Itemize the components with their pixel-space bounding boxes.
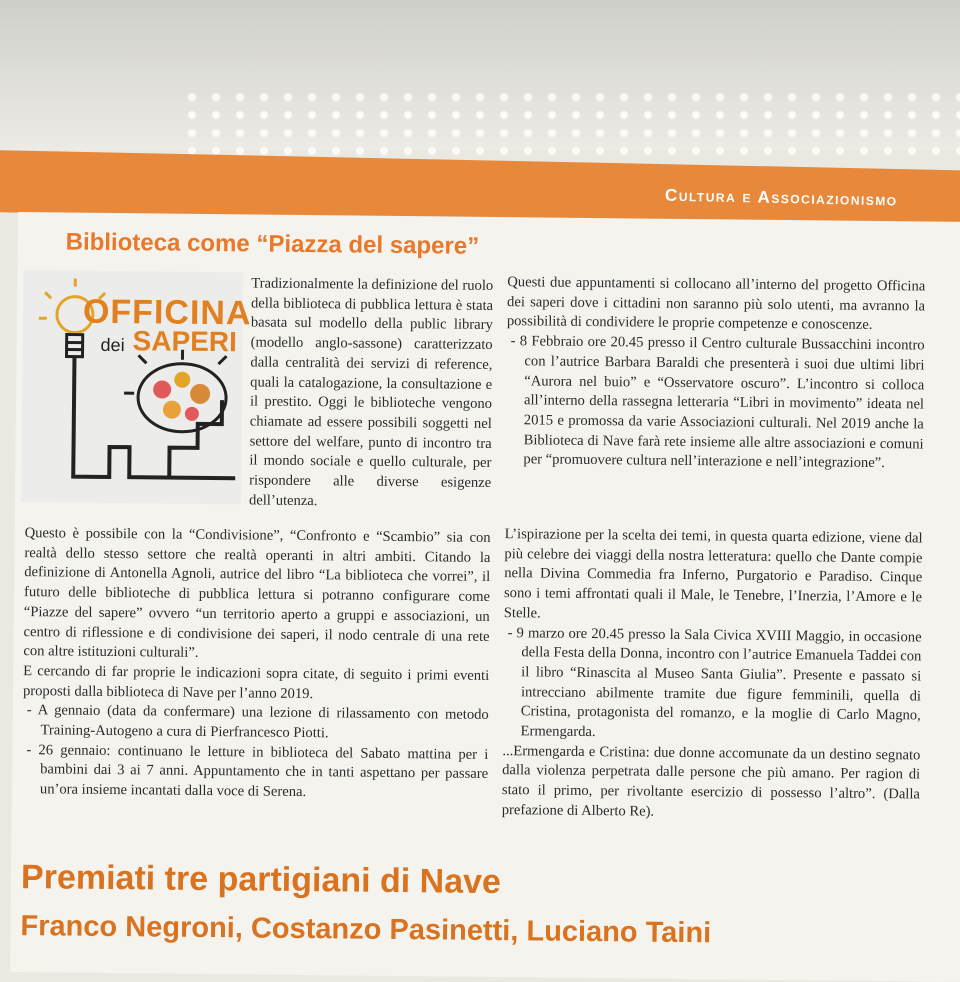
light-glare [180,88,960,158]
brain-gears-icon [124,349,227,432]
right-column-top [505,273,925,474]
event-item-26-january: - 26 gennaio: continuano le letture in biblioteca del Sabato mattina per i bambini dai 3 ai 7 anni. Appuntamento che in tanti aspettano per passare un’ora insieme incantati dalla voce di Serena. [22,741,489,805]
left-paragraph-1: Questo è possibile con la “Condivisione”, “Confronto e “Scambio” sia con realtà dello stesso settore che realtà operanti in altri ambiti. Citando la definizione di Antonella Agnoli, autrice del libro “La biblioteca che vorrei”, il futuro delle biblioteche di pubblica lettura si potranno configurare come “Piazze del sapere” ovvero “un territorio aperto a gruppi e associazioni, un centro di riflessione e di condivisione dei saperi, il nodo centrale di una rete con altre istituzioni culturali”. [23,524,490,667]
event-item-8-febbraio: - 8 Febbraio ore 20.45 presso il Centro culturale Bussacchini incontro con l’autrice Barbara Baraldi che presenterà i suoi due ultimi libri “Aurora nel buio” e “Osservatore oscuro”. L’incontro si colloca all’interno della rassegna letteraria “Libri in movimento” ideata nel 2015 e promossa da varie Associazioni culturali. Nel 2019 anche la Biblioteca di Nave farà rete insieme alle altre associazioni e comuni per “promuovere cultura nell’interazione e nell’integrazione”. [505,332,924,474]
logo-title: OFFICINA [83,293,252,334]
logo-subtitle-saperi: SAPERI [132,325,237,358]
right-paragraph-1: Questi due appuntamenti si collocano all’interno del progetto Officina dei saperi dove i cittadini non saranno più solo utenti, ma avranno la possibilità di condividere le proprie competenze e conoscenze. [507,273,926,336]
officina-logo [21,270,243,504]
right-paragraph-3: ...Ermengarda e Cristina: due donne accomunate da un destino segnato dalla violenza perpetrata dalle persone che più amano. Per ragion di stato il primo, per rivoltante esercizio di possesso l’altro”. (Dalla prefazione di Alberto Re). [502,742,921,825]
intro-paragraph [249,274,493,513]
next-article-subtitle: Franco Negroni, Costanzo Pasinetti, Luciano Taini [20,910,711,950]
logo-subtitle-dei: dei [100,335,124,356]
event-item-9-marzo: - 9 marzo ore 20.45 presso la Sala Civica XVIII Maggio, in occasione della Festa della Donna, incontro con l’autrice Emanuela Taddei con il libro “Rinascita al Museo Santa Giulia”. Presente e passato si intrecciano abilmente tramite due figure femminili, quella di Cristina, protagonista del romanzo, e la moglie di Carlo Magno, Ermengarda. [502,624,921,747]
section-label: Cultura e Associazionismo [665,186,898,211]
left-paragraph-2: E cercando di far proprie le indicazioni sopra citate, di seguito i primi eventi proposti dalla biblioteca di Nave per l’anno 2019. [23,662,489,706]
intro-text: Tradizionalmente la definizione del ruolo della biblioteca di pubblica lettura è stata basata sul modello della public library (modello anglo-sassone) caratterizzato dalla centralità dei servizi di reference, quali la catalogazione, la consultazione e il prestito. Oggi le biblioteche vengono chiamate ad essere possibili soggetti nel settore del welfare, punto di incontro tra il mondo sociale e quello culturale, per rispondere alle diverse esigenze dell’utenza. [249,274,493,513]
event-item-january: - A gennaio (data da confermare) una lezione di rilassamento con metodo Training-Autogeno a cura di Pierfrancesco Piotti. [22,701,488,745]
next-article-title: Premiati tre partigiani di Nave [21,858,501,902]
right-paragraph-2: L’ispirazione per la scelta dei temi, in questa quarta edizione, viene dal più celebre dei viaggi della nostra letteratura: quello che Dante compie nella Divina Commedia fra Inferno, Purgatorio e Paradiso. Cinque sono i temi affrontati quali il Male, le Tenebre, l’Inerzia, l’Amore e le Stelle. [504,525,923,628]
tower-icon [73,357,236,479]
right-column-bottom [502,525,923,825]
magazine-page [10,212,960,982]
article-title: Biblioteca come “Piazza del sapere” [66,229,480,261]
left-column [22,524,491,805]
